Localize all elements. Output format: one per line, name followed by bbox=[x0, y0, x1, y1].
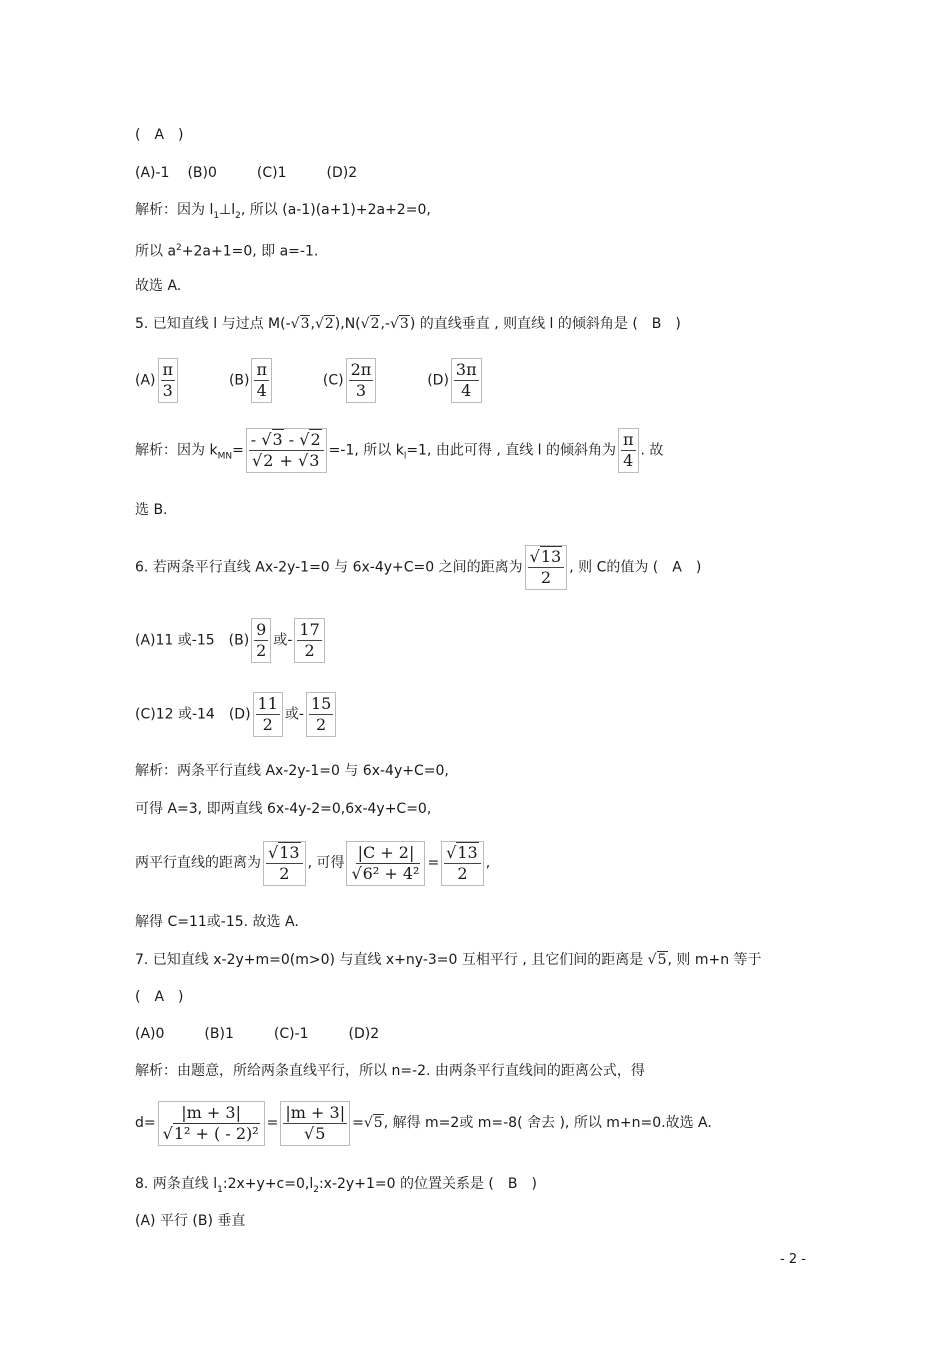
solution-q4-line2: 所以 $a^2+2a+1=0$, 即 a=-1. bbox=[135, 243, 319, 260]
solution-q7-line1: 解析：由题意，所给两条直线平行，所以 n=-2. 由两条平行直线间的距离公式，得 bbox=[135, 1063, 645, 1079]
options-q6-ab: (A)11 或-15 (B) $\frac{9}{2}$ 或- $\frac{17}{2}$ bbox=[135, 618, 327, 663]
solution-q6-line3: 两平行直线的距离为 $\frac{√13}{2}$ , 可得 $\frac{|C + 2|}{\text{√6² + 4²}}$ = $\frac{√13}{2}$ , bbox=[135, 840, 490, 886]
page-number: - 2 - bbox=[780, 1252, 806, 1267]
options-q7: (A)0 (B)1 (C)-1 (D)2 bbox=[135, 1026, 380, 1042]
answer-line: ( A ) bbox=[135, 127, 184, 143]
question-7: 7. 已知直线 x-2y+m=0(m>0) 与直线 x+ny-3=0 互相平行 , 且它们间的距离是 √5, 则 m+n 等于 bbox=[135, 952, 762, 968]
options-q6-cd: (C)12 或-14 (D) $\frac{11}{2}$ 或- $\frac{15}{2}$ bbox=[135, 692, 338, 737]
options-q5: (A) $\frac{\pi}{3}$ (B) $\frac{\pi}{4}$ (C) $\frac{2\pi}{3}$ (D) $\frac{3\pi}{4}$ bbox=[135, 358, 484, 403]
question-7-answer: ( A ) bbox=[135, 989, 184, 1005]
question-5: 5. 已知直线 l 与过点 M(-√3,√2),N(√2,-√3) 的直线垂直 , 则直线 l 的倾斜角是 ( B ) bbox=[135, 316, 681, 332]
solution-q6-line2: 可得 A=3, 即两直线 6x-4y-2=0,6x-4y+C=0, bbox=[135, 801, 432, 817]
solution-q5-line1: 解析：因为 $k_{MN}=$ $\frac{- √3 - √2}{√2 + √3}$ =-1, 所以 $k_l=1$, 由此可得 , 直线 l 的倾斜角为 $\frac{\pi}{4}$ . 故 bbox=[135, 428, 663, 478]
solution-q6-line4: 解得 C=11或-15. 故选 A. bbox=[135, 914, 299, 930]
solution-q4-line1: 解析：因为 $l_1\perp l_2$, 所以 (a-1)(a+1)+2a+2=0, bbox=[135, 202, 431, 221]
options-q8: (A) 平行 (B) 垂直 bbox=[135, 1213, 246, 1229]
question-6: 6. 若两条平行直线 Ax-2y-1=0 与 6x-4y+C=0 之间的距离为 $\frac{√13}{2}$ , 则 C的值为 ( A ) bbox=[135, 545, 701, 590]
solution-q5-line2: 选 B. bbox=[135, 502, 168, 518]
solution-q6-line1: 解析：两条平行直线 Ax-2y-1=0 与 6x-4y+C=0, bbox=[135, 763, 449, 779]
solution-q4-conclusion: 故选 A. bbox=[135, 278, 182, 294]
question-8: 8. 两条直线 $l_1:2x+y+c=0,l_2:x-2y+1=0$ 的位置关系是 ( B ) bbox=[135, 1176, 537, 1195]
options-q4: (A)-1 (B)0 (C)1 (D)2 bbox=[135, 165, 358, 181]
solution-q7-line2: d= $\frac{|m + 3|}{\text{√1² + ( - 2)²}}$ = $\frac{|m + 3|}{√5}$ =√5, 解得 m=2或 m=-8( 舍去 ), 所以 m+n=0.故选 A. bbox=[135, 1100, 712, 1146]
